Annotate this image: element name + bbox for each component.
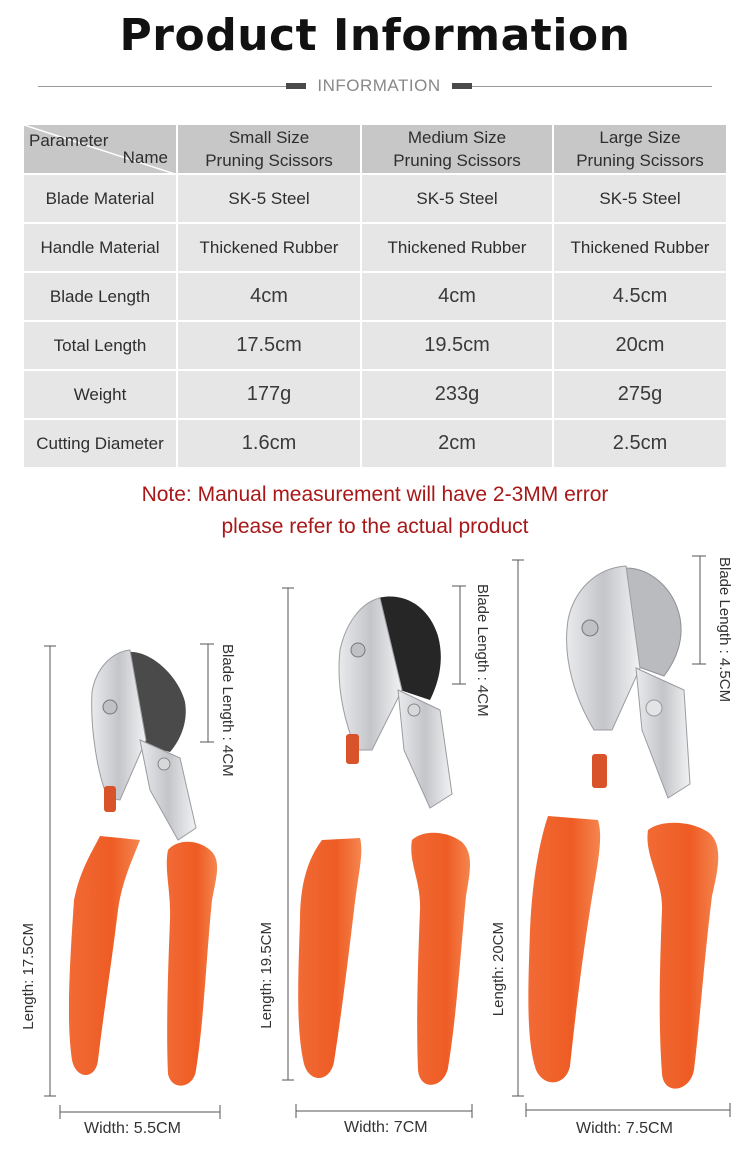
column-header-small	[177, 124, 361, 174]
table-cell: 275g	[553, 370, 727, 419]
row-label: Blade Material	[23, 174, 177, 223]
table-cell: 19.5cm	[361, 321, 553, 370]
table-cell: Thickened Rubber	[553, 223, 727, 272]
spec-table	[22, 123, 728, 469]
small-width-label: Width: 5.5CM	[84, 1120, 181, 1137]
table-row	[23, 321, 727, 370]
divider-block-left	[286, 83, 306, 89]
table-cell: 233g	[361, 370, 553, 419]
corner-parameter-label: Parameter	[29, 131, 109, 150]
column-header-line: Pruning Scissors	[576, 151, 704, 170]
column-header-line: Medium Size	[407, 128, 507, 147]
corner-name-label: Name	[122, 148, 168, 167]
large-length-label: Length: 20CM	[490, 922, 507, 1017]
table-cell: SK-5 Steel	[177, 174, 361, 223]
table-cell: 4cm	[177, 272, 361, 321]
medium-blade-length-label: Blade Length : 4CM	[474, 584, 491, 717]
table-cell: 20cm	[553, 321, 727, 370]
note-line-2: please refer to the actual product	[221, 515, 529, 538]
row-label: Handle Material	[23, 223, 177, 272]
large-width-label: Width: 7.5CM	[576, 1120, 673, 1137]
table-corner-cell	[23, 124, 177, 174]
small-length-label: Length: 17.5CM	[20, 923, 37, 1030]
row-label: Cutting Diameter	[23, 419, 177, 468]
table-cell: 2.5cm	[553, 419, 727, 468]
small-blade-length-label: Blade Length : 4CM	[219, 644, 236, 777]
table-cell: SK-5 Steel	[361, 174, 553, 223]
large-pruner	[512, 556, 730, 1117]
column-header-line: Large Size	[599, 128, 681, 147]
section-subtitle: INFORMATION	[317, 76, 441, 95]
table-row	[23, 174, 727, 223]
table-row	[23, 370, 727, 419]
row-label: Blade Length	[23, 272, 177, 321]
table-cell: 4.5cm	[553, 272, 727, 321]
divider-left	[38, 86, 286, 87]
row-label: Total Length	[23, 321, 177, 370]
table-cell: SK-5 Steel	[553, 174, 727, 223]
table-row	[23, 419, 727, 468]
divider-block-right	[452, 83, 472, 89]
medium-width-label: Width: 7CM	[344, 1119, 428, 1136]
table-cell: 2cm	[361, 419, 553, 468]
table-cell: 4cm	[361, 272, 553, 321]
column-header-large	[553, 124, 727, 174]
table-cell: Thickened Rubber	[361, 223, 553, 272]
note-line-1: Note: Manual measurement will have 2-3MM error	[141, 483, 609, 506]
column-header-medium	[361, 124, 553, 174]
table-cell: 177g	[177, 370, 361, 419]
table-cell: 17.5cm	[177, 321, 361, 370]
column-header-line: Pruning Scissors	[393, 151, 521, 170]
table-cell: Thickened Rubber	[177, 223, 361, 272]
medium-pruner	[282, 586, 472, 1118]
table-row	[23, 223, 727, 272]
pruners-illustration	[0, 540, 750, 1168]
table-cell: 1.6cm	[177, 419, 361, 468]
column-header-line: Pruning Scissors	[205, 151, 333, 170]
page-title: Product Information	[119, 10, 631, 61]
column-header-line: Small Size	[228, 128, 310, 147]
medium-length-label: Length: 19.5CM	[258, 922, 275, 1029]
small-pruner	[44, 644, 220, 1119]
divider-right	[472, 86, 712, 87]
table-row	[23, 272, 727, 321]
large-blade-length-label: Blade Length : 4.5CM	[716, 557, 733, 703]
row-label: Weight	[23, 370, 177, 419]
table-header-row	[23, 124, 727, 174]
